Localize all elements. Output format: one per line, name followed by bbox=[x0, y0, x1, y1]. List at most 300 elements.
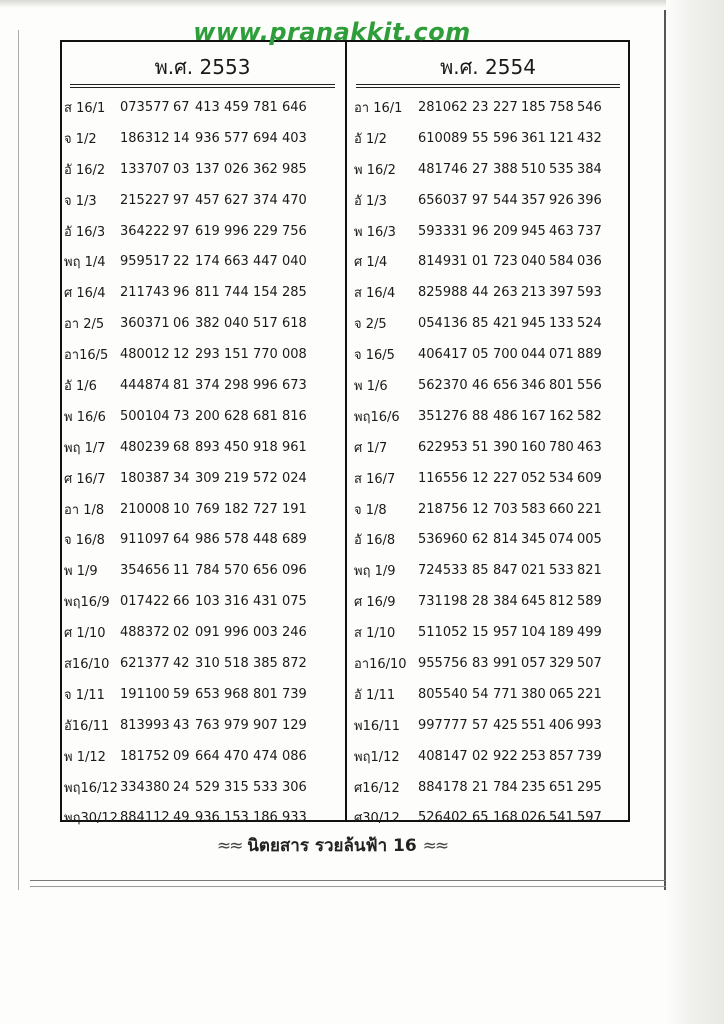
row-three-digit-3: 727 bbox=[253, 501, 278, 517]
row-three-digit-4: 646 bbox=[282, 99, 307, 115]
row-three-digit-2: 996 bbox=[224, 223, 249, 239]
row-first-prize: 281062 bbox=[418, 99, 468, 115]
row-three-digit-3: 533 bbox=[549, 563, 574, 579]
table-row bbox=[354, 463, 626, 494]
results-list-right bbox=[354, 92, 626, 833]
row-three-digit-4: 546 bbox=[577, 99, 602, 115]
row-three-digit-4: 589 bbox=[577, 594, 602, 610]
row-first-prize: 133707 bbox=[120, 161, 170, 177]
row-three-digit-4: 739 bbox=[577, 748, 602, 764]
row-three-digit-2: 945 bbox=[521, 223, 546, 239]
row-three-digit-1: 425 bbox=[493, 717, 518, 733]
row-two-digit: 59 bbox=[173, 686, 190, 702]
row-three-digit-1: 936 bbox=[195, 810, 220, 826]
row-three-digit-1: 847 bbox=[493, 563, 518, 579]
row-date: ศ 16/9 bbox=[354, 595, 396, 611]
scan-edge-top bbox=[0, 0, 724, 8]
row-three-digit-1: 168 bbox=[493, 810, 518, 826]
row-three-digit-1: 529 bbox=[195, 779, 220, 795]
row-three-digit-4: 191 bbox=[282, 501, 307, 517]
row-date: พฤ 1/7 bbox=[64, 440, 106, 456]
row-three-digit-1: 769 bbox=[195, 501, 220, 517]
row-three-digit-3: 065 bbox=[549, 686, 574, 702]
row-three-digit-4: 295 bbox=[577, 779, 602, 795]
row-two-digit: 28 bbox=[472, 594, 489, 610]
row-first-prize: 017422 bbox=[120, 594, 170, 610]
row-three-digit-1: 293 bbox=[195, 347, 220, 363]
row-first-prize: 959517 bbox=[120, 254, 170, 270]
row-first-prize: 884112 bbox=[120, 810, 170, 826]
row-three-digit-1: 103 bbox=[195, 594, 220, 610]
row-date: พฤ30/12 bbox=[64, 811, 118, 827]
row-two-digit: 57 bbox=[472, 717, 489, 733]
row-two-digit: 22 bbox=[173, 254, 190, 270]
row-three-digit-1: 936 bbox=[195, 130, 220, 146]
row-three-digit-2: 160 bbox=[521, 439, 546, 455]
row-two-digit: 81 bbox=[173, 377, 190, 393]
row-three-digit-2: 345 bbox=[521, 532, 546, 548]
row-three-digit-3: 154 bbox=[253, 285, 278, 301]
row-first-prize: 210008 bbox=[120, 501, 170, 517]
row-three-digit-3: 651 bbox=[549, 779, 574, 795]
row-two-digit: 42 bbox=[173, 655, 190, 671]
row-date: ศ 1/10 bbox=[64, 626, 106, 642]
row-three-digit-4: 008 bbox=[282, 347, 307, 363]
row-three-digit-3: 133 bbox=[549, 316, 574, 332]
row-date: อั 16/8 bbox=[354, 533, 396, 549]
row-three-digit-1: 413 bbox=[195, 99, 220, 115]
row-date: พ 1/6 bbox=[354, 378, 388, 394]
row-three-digit-3: 517 bbox=[253, 316, 278, 332]
row-first-prize: 731198 bbox=[418, 594, 468, 610]
table-row bbox=[64, 463, 340, 494]
row-three-digit-2: 182 bbox=[224, 501, 249, 517]
row-date: พ 16/3 bbox=[354, 224, 396, 240]
row-first-prize: 610089 bbox=[418, 130, 468, 146]
row-three-digit-1: 656 bbox=[493, 377, 518, 393]
table-row bbox=[354, 741, 626, 772]
row-date: อั16/11 bbox=[64, 718, 110, 734]
row-three-digit-1: 384 bbox=[493, 594, 518, 610]
row-three-digit-3: 385 bbox=[253, 655, 278, 671]
row-three-digit-1: 374 bbox=[195, 377, 220, 393]
row-three-digit-1: 957 bbox=[493, 625, 518, 641]
row-two-digit: 68 bbox=[173, 439, 190, 455]
row-three-digit-4: 246 bbox=[282, 625, 307, 641]
row-three-digit-3: 584 bbox=[549, 254, 574, 270]
row-three-digit-3: 534 bbox=[549, 470, 574, 486]
row-three-digit-1: 200 bbox=[195, 408, 220, 424]
row-three-digit-2: 578 bbox=[224, 532, 249, 548]
row-three-digit-4: 673 bbox=[282, 377, 307, 393]
row-two-digit: 62 bbox=[472, 532, 489, 548]
row-three-digit-2: 744 bbox=[224, 285, 249, 301]
table-row bbox=[354, 123, 626, 154]
row-three-digit-4: 737 bbox=[577, 223, 602, 239]
table-row bbox=[354, 216, 626, 247]
table-row bbox=[64, 246, 340, 277]
row-three-digit-2: 945 bbox=[521, 316, 546, 332]
row-three-digit-4: 384 bbox=[577, 161, 602, 177]
row-three-digit-1: 653 bbox=[195, 686, 220, 702]
row-three-digit-4: 221 bbox=[577, 686, 602, 702]
row-two-digit: 27 bbox=[472, 161, 489, 177]
row-three-digit-4: 524 bbox=[577, 316, 602, 332]
table-row bbox=[64, 185, 340, 216]
row-first-prize: 480239 bbox=[120, 439, 170, 455]
row-first-prize: 488372 bbox=[120, 625, 170, 641]
row-three-digit-4: 396 bbox=[577, 192, 602, 208]
row-first-prize: 656037 bbox=[418, 192, 468, 208]
row-date: พ 16/6 bbox=[64, 409, 106, 425]
row-two-digit: 66 bbox=[173, 594, 190, 610]
scan-edge-right bbox=[666, 0, 724, 1024]
row-three-digit-2: 167 bbox=[521, 408, 546, 424]
row-three-digit-4: 961 bbox=[282, 439, 307, 455]
row-three-digit-4: 933 bbox=[282, 810, 307, 826]
row-two-digit: 12 bbox=[173, 347, 190, 363]
row-three-digit-1: 421 bbox=[493, 316, 518, 332]
row-three-digit-1: 723 bbox=[493, 254, 518, 270]
year-header-right: พ.ศ. 2554 bbox=[356, 52, 620, 85]
row-first-prize: 054136 bbox=[418, 316, 468, 332]
table-row bbox=[64, 339, 340, 370]
row-first-prize: 593331 bbox=[418, 223, 468, 239]
row-two-digit: 96 bbox=[472, 223, 489, 239]
row-two-digit: 67 bbox=[173, 99, 190, 115]
ornament-left-icon: ≈≈ bbox=[216, 836, 242, 856]
row-three-digit-1: 137 bbox=[195, 161, 220, 177]
row-three-digit-3: 857 bbox=[549, 748, 574, 764]
row-first-prize: 211743 bbox=[120, 285, 170, 301]
row-three-digit-1: 209 bbox=[493, 223, 518, 239]
row-three-digit-2: 627 bbox=[224, 192, 249, 208]
row-first-prize: 364222 bbox=[120, 223, 170, 239]
table-row bbox=[354, 154, 626, 185]
row-three-digit-2: 235 bbox=[521, 779, 546, 795]
row-three-digit-2: 979 bbox=[224, 717, 249, 733]
row-date: ส 1/10 bbox=[354, 626, 396, 642]
row-three-digit-3: 121 bbox=[549, 130, 574, 146]
row-three-digit-3: 996 bbox=[253, 377, 278, 393]
row-two-digit: 12 bbox=[472, 501, 489, 517]
table-row bbox=[354, 401, 626, 432]
row-three-digit-1: 174 bbox=[195, 254, 220, 270]
row-date: อั 1/2 bbox=[354, 131, 387, 147]
row-first-prize: 813993 bbox=[120, 717, 170, 733]
row-three-digit-3: 003 bbox=[253, 625, 278, 641]
row-three-digit-1: 784 bbox=[195, 563, 220, 579]
row-two-digit: 15 bbox=[472, 625, 489, 641]
row-three-digit-3: 535 bbox=[549, 161, 574, 177]
row-three-digit-2: 459 bbox=[224, 99, 249, 115]
row-three-digit-1: 811 bbox=[195, 285, 220, 301]
row-three-digit-4: 872 bbox=[282, 655, 307, 671]
row-three-digit-4: 470 bbox=[282, 192, 307, 208]
table-row bbox=[354, 772, 626, 803]
table-row bbox=[64, 92, 340, 123]
row-date: พ 16/2 bbox=[354, 162, 396, 178]
row-three-digit-2: 026 bbox=[521, 810, 546, 826]
row-first-prize: 444874 bbox=[120, 377, 170, 393]
row-three-digit-3: 572 bbox=[253, 470, 278, 486]
row-three-digit-4: 086 bbox=[282, 748, 307, 764]
row-three-digit-4: 403 bbox=[282, 130, 307, 146]
row-three-digit-2: 518 bbox=[224, 655, 249, 671]
row-three-digit-4: 597 bbox=[577, 810, 602, 826]
row-three-digit-1: 893 bbox=[195, 439, 220, 455]
row-first-prize: 351276 bbox=[418, 408, 468, 424]
row-three-digit-4: 609 bbox=[577, 470, 602, 486]
row-three-digit-2: 357 bbox=[521, 192, 546, 208]
row-date: อา 1/8 bbox=[64, 502, 105, 518]
row-first-prize: 955756 bbox=[418, 655, 468, 671]
table-row bbox=[354, 524, 626, 555]
row-three-digit-2: 316 bbox=[224, 594, 249, 610]
row-three-digit-2: 510 bbox=[521, 161, 546, 177]
row-three-digit-1: 388 bbox=[493, 161, 518, 177]
row-three-digit-3: 463 bbox=[549, 223, 574, 239]
table-row bbox=[64, 432, 340, 463]
row-date: พฤ16/9 bbox=[64, 595, 110, 611]
table-row bbox=[354, 710, 626, 741]
row-three-digit-3: 781 bbox=[253, 99, 278, 115]
row-three-digit-1: 814 bbox=[493, 532, 518, 548]
row-date: พฤ1/12 bbox=[354, 749, 400, 765]
table-row bbox=[64, 370, 340, 401]
row-two-digit: 09 bbox=[173, 748, 190, 764]
row-three-digit-4: 985 bbox=[282, 161, 307, 177]
row-three-digit-4: 221 bbox=[577, 501, 602, 517]
row-two-digit: 85 bbox=[472, 316, 489, 332]
row-two-digit: 96 bbox=[173, 285, 190, 301]
row-three-digit-3: 162 bbox=[549, 408, 574, 424]
row-three-digit-4: 005 bbox=[577, 532, 602, 548]
row-three-digit-4: 756 bbox=[282, 223, 307, 239]
row-date: ส16/10 bbox=[64, 656, 110, 672]
row-first-prize: 408147 bbox=[418, 748, 468, 764]
row-two-digit: 14 bbox=[173, 130, 190, 146]
row-three-digit-2: 996 bbox=[224, 625, 249, 641]
table-row bbox=[354, 802, 626, 833]
row-three-digit-3: 694 bbox=[253, 130, 278, 146]
row-date: ศ 1/4 bbox=[354, 255, 388, 271]
table-row bbox=[64, 741, 340, 772]
row-three-digit-4: 432 bbox=[577, 130, 602, 146]
row-three-digit-1: 771 bbox=[493, 686, 518, 702]
row-three-digit-1: 991 bbox=[493, 655, 518, 671]
row-three-digit-3: 758 bbox=[549, 99, 574, 115]
row-three-digit-3: 074 bbox=[549, 532, 574, 548]
row-three-digit-2: 450 bbox=[224, 439, 249, 455]
row-three-digit-4: 593 bbox=[577, 285, 602, 301]
row-two-digit: 73 bbox=[173, 408, 190, 424]
row-first-prize: 180387 bbox=[120, 470, 170, 486]
row-date: พฤ16/6 bbox=[354, 409, 400, 425]
row-three-digit-4: 889 bbox=[577, 347, 602, 363]
row-date: ส 16/1 bbox=[64, 100, 106, 116]
row-three-digit-2: 570 bbox=[224, 563, 249, 579]
row-three-digit-4: 024 bbox=[282, 470, 307, 486]
row-three-digit-2: 380 bbox=[521, 686, 546, 702]
row-three-digit-2: 663 bbox=[224, 254, 249, 270]
row-three-digit-4: 463 bbox=[577, 439, 602, 455]
table-row bbox=[354, 617, 626, 648]
row-two-digit: 83 bbox=[472, 655, 489, 671]
table-row bbox=[354, 586, 626, 617]
row-date: ศ 16/4 bbox=[64, 286, 106, 302]
row-three-digit-4: 993 bbox=[577, 717, 602, 733]
row-two-digit: 05 bbox=[472, 347, 489, 363]
row-first-prize: 724533 bbox=[418, 563, 468, 579]
row-first-prize: 562370 bbox=[418, 377, 468, 393]
table-row bbox=[64, 216, 340, 247]
row-three-digit-3: 656 bbox=[253, 563, 278, 579]
row-two-digit: 97 bbox=[173, 192, 190, 208]
row-three-digit-3: 329 bbox=[549, 655, 574, 671]
row-two-digit: 55 bbox=[472, 130, 489, 146]
row-first-prize: 186312 bbox=[120, 130, 170, 146]
row-three-digit-1: 763 bbox=[195, 717, 220, 733]
row-three-digit-3: 071 bbox=[549, 347, 574, 363]
table-row bbox=[354, 432, 626, 463]
table-row bbox=[354, 92, 626, 123]
results-list-left bbox=[64, 92, 340, 833]
row-date: จ 1/8 bbox=[354, 502, 387, 518]
row-three-digit-4: 075 bbox=[282, 594, 307, 610]
row-three-digit-2: 151 bbox=[224, 347, 249, 363]
row-three-digit-1: 986 bbox=[195, 532, 220, 548]
row-date: จ 16/5 bbox=[354, 348, 395, 364]
table-row bbox=[64, 154, 340, 185]
row-first-prize: 215227 bbox=[120, 192, 170, 208]
row-two-digit: 51 bbox=[472, 439, 489, 455]
row-three-digit-4: 816 bbox=[282, 408, 307, 424]
table-row bbox=[354, 648, 626, 679]
row-two-digit: 11 bbox=[173, 563, 190, 579]
row-first-prize: 354656 bbox=[120, 563, 170, 579]
table-row bbox=[64, 586, 340, 617]
row-three-digit-4: 507 bbox=[577, 655, 602, 671]
row-first-prize: 500104 bbox=[120, 408, 170, 424]
row-date: อั 1/11 bbox=[354, 687, 396, 703]
row-three-digit-3: 812 bbox=[549, 594, 574, 610]
row-three-digit-1: 091 bbox=[195, 625, 220, 641]
row-three-digit-3: 780 bbox=[549, 439, 574, 455]
table-row bbox=[354, 185, 626, 216]
row-date: ส 16/4 bbox=[354, 286, 396, 302]
row-three-digit-1: 486 bbox=[493, 408, 518, 424]
row-three-digit-1: 700 bbox=[493, 347, 518, 363]
row-date: ศ30/12 bbox=[354, 811, 400, 827]
row-first-prize: 360371 bbox=[120, 316, 170, 332]
row-three-digit-3: 541 bbox=[549, 810, 574, 826]
row-first-prize: 334380 bbox=[120, 779, 170, 795]
row-three-digit-3: 189 bbox=[549, 625, 574, 641]
row-date: จ 2/5 bbox=[354, 317, 387, 333]
row-date: อา16/5 bbox=[64, 348, 109, 364]
row-three-digit-3: 801 bbox=[549, 377, 574, 393]
row-three-digit-2: 298 bbox=[224, 377, 249, 393]
table-row bbox=[354, 679, 626, 710]
row-two-digit: 44 bbox=[472, 285, 489, 301]
row-three-digit-1: 227 bbox=[493, 99, 518, 115]
row-three-digit-2: 040 bbox=[521, 254, 546, 270]
row-two-digit: 43 bbox=[173, 717, 190, 733]
row-three-digit-1: 382 bbox=[195, 316, 220, 332]
row-first-prize: 814931 bbox=[418, 254, 468, 270]
row-three-digit-3: 801 bbox=[253, 686, 278, 702]
row-first-prize: 526402 bbox=[418, 810, 468, 826]
row-first-prize: 621377 bbox=[120, 655, 170, 671]
page-edge-right bbox=[664, 10, 666, 890]
table-row bbox=[354, 246, 626, 277]
table-row bbox=[64, 494, 340, 525]
row-three-digit-1: 227 bbox=[493, 470, 518, 486]
table-row bbox=[64, 308, 340, 339]
row-three-digit-2: 104 bbox=[521, 625, 546, 641]
row-three-digit-4: 096 bbox=[282, 563, 307, 579]
year-header-left: พ.ศ. 2553 bbox=[70, 52, 335, 85]
row-two-digit: 02 bbox=[173, 625, 190, 641]
row-three-digit-3: 447 bbox=[253, 254, 278, 270]
row-three-digit-1: 309 bbox=[195, 470, 220, 486]
row-date: จ 1/2 bbox=[64, 131, 97, 147]
row-three-digit-2: 057 bbox=[521, 655, 546, 671]
row-two-digit: 64 bbox=[173, 532, 190, 548]
row-three-digit-2: 219 bbox=[224, 470, 249, 486]
row-three-digit-2: 577 bbox=[224, 130, 249, 146]
row-three-digit-4: 618 bbox=[282, 316, 307, 332]
row-first-prize: 218756 bbox=[418, 501, 468, 517]
row-three-digit-3: 681 bbox=[253, 408, 278, 424]
row-two-digit: 06 bbox=[173, 316, 190, 332]
table-row bbox=[354, 370, 626, 401]
row-two-digit: 01 bbox=[472, 254, 489, 270]
column-divider bbox=[345, 42, 347, 820]
row-first-prize: 536960 bbox=[418, 532, 468, 548]
row-three-digit-1: 390 bbox=[493, 439, 518, 455]
row-date: อั 16/3 bbox=[64, 224, 106, 240]
row-three-digit-3: 229 bbox=[253, 223, 278, 239]
row-three-digit-3: 926 bbox=[549, 192, 574, 208]
row-three-digit-1: 544 bbox=[493, 192, 518, 208]
row-two-digit: 03 bbox=[173, 161, 190, 177]
row-three-digit-1: 596 bbox=[493, 130, 518, 146]
row-three-digit-4: 821 bbox=[577, 563, 602, 579]
row-two-digit: 34 bbox=[173, 470, 190, 486]
table-row bbox=[64, 401, 340, 432]
row-date: ศ16/12 bbox=[354, 780, 400, 796]
table-row bbox=[64, 710, 340, 741]
table-row bbox=[354, 339, 626, 370]
magazine-title: นิตยสาร รวยล้นฟ้า 16 bbox=[247, 836, 417, 856]
row-two-digit: 97 bbox=[173, 223, 190, 239]
table-row bbox=[64, 772, 340, 803]
row-two-digit: 88 bbox=[472, 408, 489, 424]
table-row bbox=[64, 555, 340, 586]
row-first-prize: 511052 bbox=[418, 625, 468, 641]
row-three-digit-3: 406 bbox=[549, 717, 574, 733]
row-first-prize: 406417 bbox=[418, 347, 468, 363]
row-three-digit-2: 213 bbox=[521, 285, 546, 301]
row-three-digit-2: 185 bbox=[521, 99, 546, 115]
row-three-digit-2: 583 bbox=[521, 501, 546, 517]
watermark: www.pranakkit.com bbox=[193, 18, 471, 46]
row-three-digit-2: 628 bbox=[224, 408, 249, 424]
row-date: พ 1/9 bbox=[64, 564, 98, 580]
row-three-digit-4: 036 bbox=[577, 254, 602, 270]
